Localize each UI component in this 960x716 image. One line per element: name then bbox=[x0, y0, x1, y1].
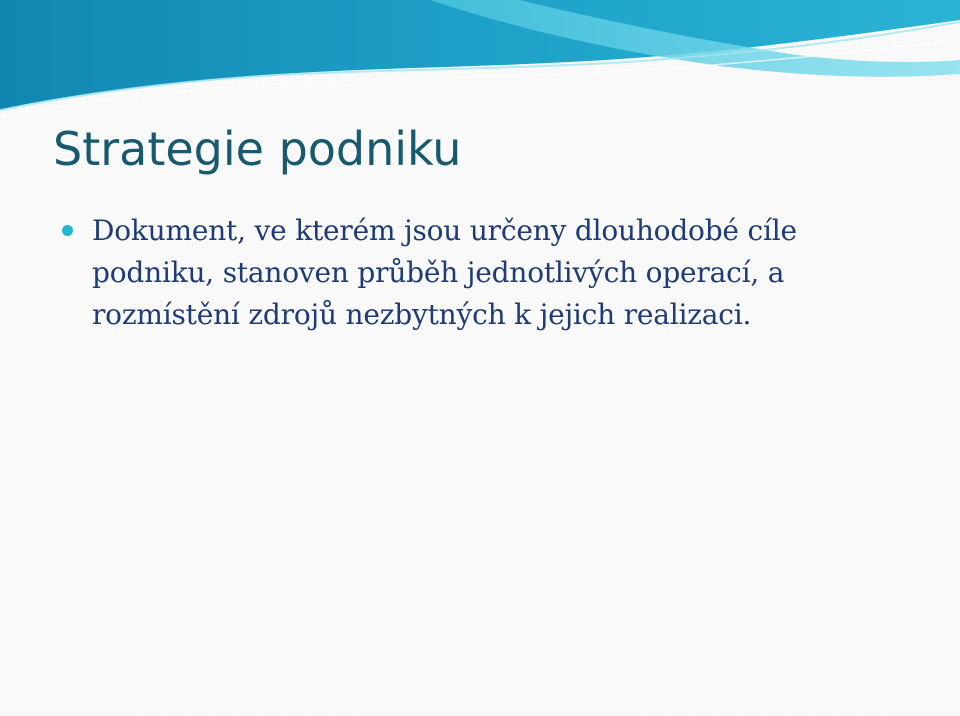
bullet-list bbox=[62, 210, 922, 336]
slide-title: Strategie podniku bbox=[53, 122, 462, 176]
bullet-text: Dokument, ve kterém jsou určeny dlouhodobé cíle podniku, stanoven průběh jednotlivých operací, a rozmístění zdrojů nezbytných k jejich realizaci. bbox=[92, 214, 797, 331]
list-item bbox=[62, 210, 922, 336]
header-wave-decoration bbox=[0, 0, 960, 120]
wave-dark-band bbox=[0, 0, 960, 110]
bullet-dot-icon bbox=[62, 225, 73, 236]
